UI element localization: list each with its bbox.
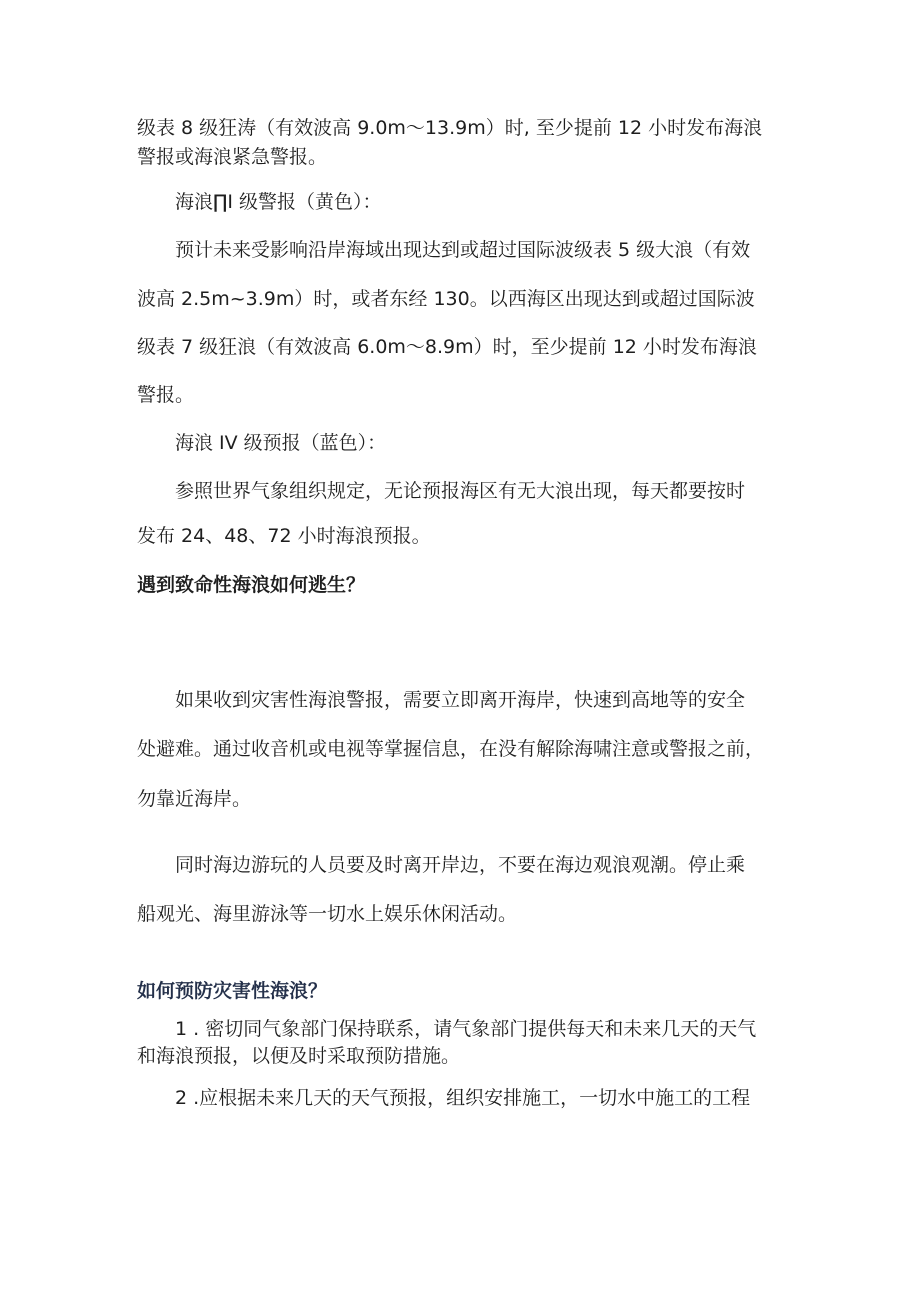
text-line: 警报。 [137,384,195,406]
section-label-level-3: 海浪∏I 级警报（黄色）： [175,191,382,213]
list-item-2: 2 .应根据未来几天的天气预报，组织安排施工，一切水中施工的工程 [175,1087,751,1109]
text-line: 参照世界气象组织规定，无论预报海区有无大浪出现，每天都要按时 [175,480,746,502]
text-line: 处避难。通过收音机或电视等掌握信息，在没有解除海啸注意或警报之前， [137,738,765,760]
text-line: 和海浪预报，以便及时采取预防措施。 [137,1045,461,1067]
text-line: 同时海边游玩的人员要及时离开岸边，不要在海边观浪观潮。停止乘 [175,854,746,876]
text-line: 船观光、海里游泳等一切水上娱乐休闲活动。 [137,903,518,925]
text-line: 级表 8 级狂涛（有效波高 9.0m～13.9m）时, 至少提前 12 小时发布海浪 [137,117,763,139]
heading-escape: 遇到致命性海浪如何逃生？ [137,574,366,596]
text-line: 警报或海浪紧急警报。 [137,146,328,168]
text-line: 预计未来受影响沿岸海域出现达到或超过国际波级表 5 级大浪（有效 [175,239,751,261]
text-line: 发布 24、48、72 小时海浪预报。 [137,525,431,547]
text-line: 级表 7 级狂浪（有效波高 6.0m～8.9m）时，至少提前 12 小时发布海浪 [137,336,757,358]
text-line: 波高 2.5m~3.9m）时，或者东经 130。以西海区出现达到或超过国际波 [137,288,755,310]
list-item-1: 1 . 密切同气象部门保持联系，请气象部门提供每天和未来几天的天气 [175,1018,757,1040]
text-line: 如果收到灾害性海浪警报，需要立即离开海岸，快速到高地等的安全 [175,689,746,711]
section-label-level-4: 海浪 IV 级预报（蓝色）： [175,432,387,454]
heading-prevention: 如何预防灾害性海浪？ [137,980,328,1002]
text-line: 勿靠近海岸。 [137,788,252,810]
